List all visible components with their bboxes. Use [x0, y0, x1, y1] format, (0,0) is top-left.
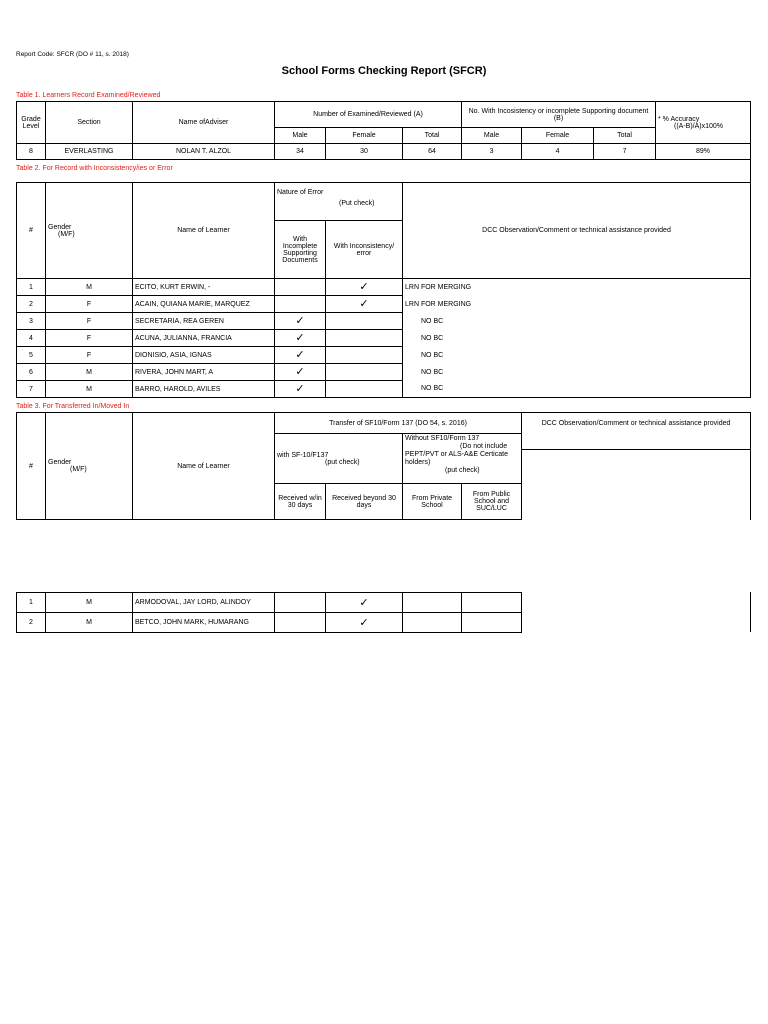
header-gender: [46, 413, 133, 520]
cell-incomplete-check: ✓: [275, 330, 326, 347]
table-row: [17, 144, 751, 160]
header-a-male: Male: [275, 128, 326, 144]
table1-right-border-extension: [750, 158, 751, 182]
dcc-blank: [522, 434, 751, 520]
cell-gender: F: [46, 330, 133, 347]
cell-gender: M: [46, 279, 133, 296]
cell-dcc-comment: NO BC: [403, 330, 751, 347]
cell-num: 7: [17, 381, 46, 398]
accuracy-formula: ((A-B)/A)x100%: [674, 122, 724, 130]
cell-a-female: 30: [326, 144, 403, 160]
without-sf10-label: Without SF10/Form 137: [405, 435, 480, 442]
cell-incomplete-check: ✓: [275, 313, 326, 330]
cell-learner-name: ARMODOVAL, JAY LORD, ALINDOY: [133, 593, 275, 613]
cell-within-30-check: [275, 593, 326, 613]
cell-b-female: 4: [522, 144, 594, 160]
cell-gender: M: [46, 364, 133, 381]
cell-grade: 8: [17, 144, 46, 160]
cell-incomplete-check: ✓: [275, 381, 326, 398]
header-section: Section: [46, 102, 133, 144]
gender-format: (M/F): [70, 466, 87, 473]
cell-a-male: 34: [275, 144, 326, 160]
without-sf10-holders: holders): [405, 459, 431, 466]
cell-private-check: [403, 613, 462, 633]
header-dcc: DCC Observation/Comment or technical assistance provided: [403, 183, 751, 279]
cell-gender: F: [46, 347, 133, 364]
header-inconsistent: With Inconsistency/ error: [326, 221, 403, 279]
table-row: [17, 381, 751, 398]
header-public: From Public School and SUC/LUC: [462, 484, 522, 520]
table-row: [17, 593, 522, 613]
cell-b-male: 3: [462, 144, 522, 160]
header-beyond-30: Received beyond 30 days: [326, 484, 403, 520]
cell-incomplete-check: ✓: [275, 364, 326, 381]
cell-learner-name: SECRETARIA, REA GEREN: [133, 313, 275, 330]
cell-dcc-comment: LRN FOR MERGING: [403, 296, 751, 313]
cell-num: 4: [17, 330, 46, 347]
table-row: [17, 347, 751, 364]
table-row: [17, 330, 751, 347]
cell-inconsistency-check: [326, 313, 403, 330]
header-a-female: Female: [326, 128, 403, 144]
cell-num: 2: [17, 296, 46, 313]
cell-num: 3: [17, 313, 46, 330]
gender-label: Gender: [48, 223, 72, 231]
cell-incomplete-check: ✓: [275, 347, 326, 364]
header-a-total: Total: [403, 128, 462, 144]
cell-inconsistency-check: [326, 347, 403, 364]
cell-inconsistency-check: [326, 364, 403, 381]
cell-learner-name: BARRO, HAROLD, AVILES: [133, 381, 275, 398]
cell-gender: F: [46, 296, 133, 313]
with-sf10-label: with SF-10/F137: [277, 451, 329, 459]
gender-label: Gender: [48, 459, 72, 466]
cell-dcc-comment: NO BC: [403, 313, 751, 330]
cell-num: 1: [17, 279, 46, 296]
cell-within-30-check: [275, 613, 326, 633]
without-sf10-note: (Do not include: [460, 443, 508, 450]
cell-learner-name: RIVERA, JOHN MART, A: [133, 364, 275, 381]
header-name: Name of Learner: [133, 413, 275, 520]
cell-gender: F: [46, 313, 133, 330]
header-incomplete: With Incomplete Supporting Documents: [275, 221, 326, 279]
header-private: From Private School: [403, 484, 462, 520]
table3: [16, 412, 751, 520]
cell-section: EVERLASTING: [46, 144, 133, 160]
header-inconsistency: No. With Incosistency or incomplete Supporting document (B): [462, 102, 656, 128]
cell-inconsistency-check: ✓: [326, 296, 403, 313]
header-nature: [275, 183, 403, 221]
cell-adviser: NOLAN T. ALZOL: [133, 144, 275, 160]
cell-beyond-30-check: ✓: [326, 593, 403, 613]
cell-learner-name: BETCO, JOHN MARK, HUMARANG: [133, 613, 275, 633]
dcc-right-border: [750, 592, 751, 632]
cell-a-total: 64: [403, 144, 462, 160]
table2-caption: Table 2. For Record with Inconsistency/ies or Error: [16, 165, 173, 172]
table-row: [17, 364, 751, 381]
cell-b-total: 7: [594, 144, 656, 160]
cell-learner-name: ECITO, KURT ERWIN, -: [133, 279, 275, 296]
cell-num: 2: [17, 613, 46, 633]
cell-accuracy: 89%: [656, 144, 751, 160]
accuracy-label: * % Accuracy: [658, 115, 700, 123]
header-examined: Number of Examined/Reviewed (A): [275, 102, 462, 128]
header-transfer: Transfer of SF10/Form 137 (DO 54, s. 2016): [275, 413, 522, 434]
report-code: Report Code: SFCR (DO # 11, s. 2018): [16, 51, 129, 58]
table1: [16, 101, 751, 160]
header-num: #: [17, 413, 46, 520]
cell-learner-name: DIONISIO, ASIA, IGNAS: [133, 347, 275, 364]
without-sf10-put-check: (put check): [445, 467, 480, 474]
cell-num: 6: [17, 364, 46, 381]
cell-inconsistency-check: [326, 330, 403, 347]
header-name: Name of Learner: [133, 183, 275, 279]
cell-gender: M: [46, 613, 133, 633]
gender-format: (M/F): [58, 230, 75, 238]
table-row: [17, 613, 522, 633]
table-row: [17, 279, 751, 296]
with-sf10-put-check: (put check): [325, 458, 360, 466]
header-b-total: Total: [594, 128, 656, 144]
header-b-female: Female: [522, 128, 594, 144]
cell-gender: M: [46, 381, 133, 398]
cell-beyond-30-check: ✓: [326, 613, 403, 633]
cell-dcc-comment: LRN FOR MERGING: [403, 279, 751, 296]
table-row: [17, 296, 751, 313]
nature-label: Nature of Error: [277, 189, 324, 196]
cell-incomplete-check: [275, 296, 326, 313]
header-adviser: Name ofAdviser: [133, 102, 275, 144]
cell-dcc-comment: NO BC: [403, 347, 751, 364]
cell-public-check: [462, 593, 522, 613]
cell-num: 5: [17, 347, 46, 364]
header-b-male: Male: [462, 128, 522, 144]
cell-private-check: [403, 593, 462, 613]
cell-dcc-comment: NO BC: [403, 381, 751, 398]
table3-rows: [16, 592, 522, 633]
nature-put-check: (Put check): [339, 200, 375, 207]
header-grade-level: Grade Level: [17, 102, 46, 144]
cell-learner-name: ACAIN, QUIANA MARIE, MARQUEZ: [133, 296, 275, 313]
dcc-divider: [521, 449, 750, 450]
cell-public-check: [462, 613, 522, 633]
table1-caption: Table 1. Learners Record Examined/Reviewed: [16, 92, 161, 99]
cell-dcc-comment: NO BC: [403, 364, 751, 381]
header-without-sf10: [403, 434, 522, 484]
table2: [16, 182, 751, 398]
cell-gender: M: [46, 593, 133, 613]
without-sf10-exclusion: PEPT/PVT or ALS-A&E Certicate: [405, 451, 508, 458]
header-gender: [46, 183, 133, 279]
cell-num: 1: [17, 593, 46, 613]
cell-inconsistency-check: [326, 381, 403, 398]
table3-caption: Table 3. For Transferred In/Moved In: [16, 403, 130, 410]
header-accuracy: [656, 102, 751, 144]
cell-inconsistency-check: ✓: [326, 279, 403, 296]
header-with-sf10: [275, 434, 403, 484]
page-title: School Forms Checking Report (SFCR): [281, 65, 487, 77]
cell-incomplete-check: [275, 279, 326, 296]
table-row: [17, 313, 751, 330]
header-within-30: Received w/in 30 days: [275, 484, 326, 520]
cell-learner-name: ACUNA, JULIANNA, FRANCIA: [133, 330, 275, 347]
header-num: #: [17, 183, 46, 279]
header-dcc: DCC Observation/Comment or technical assistance provided: [522, 413, 751, 434]
